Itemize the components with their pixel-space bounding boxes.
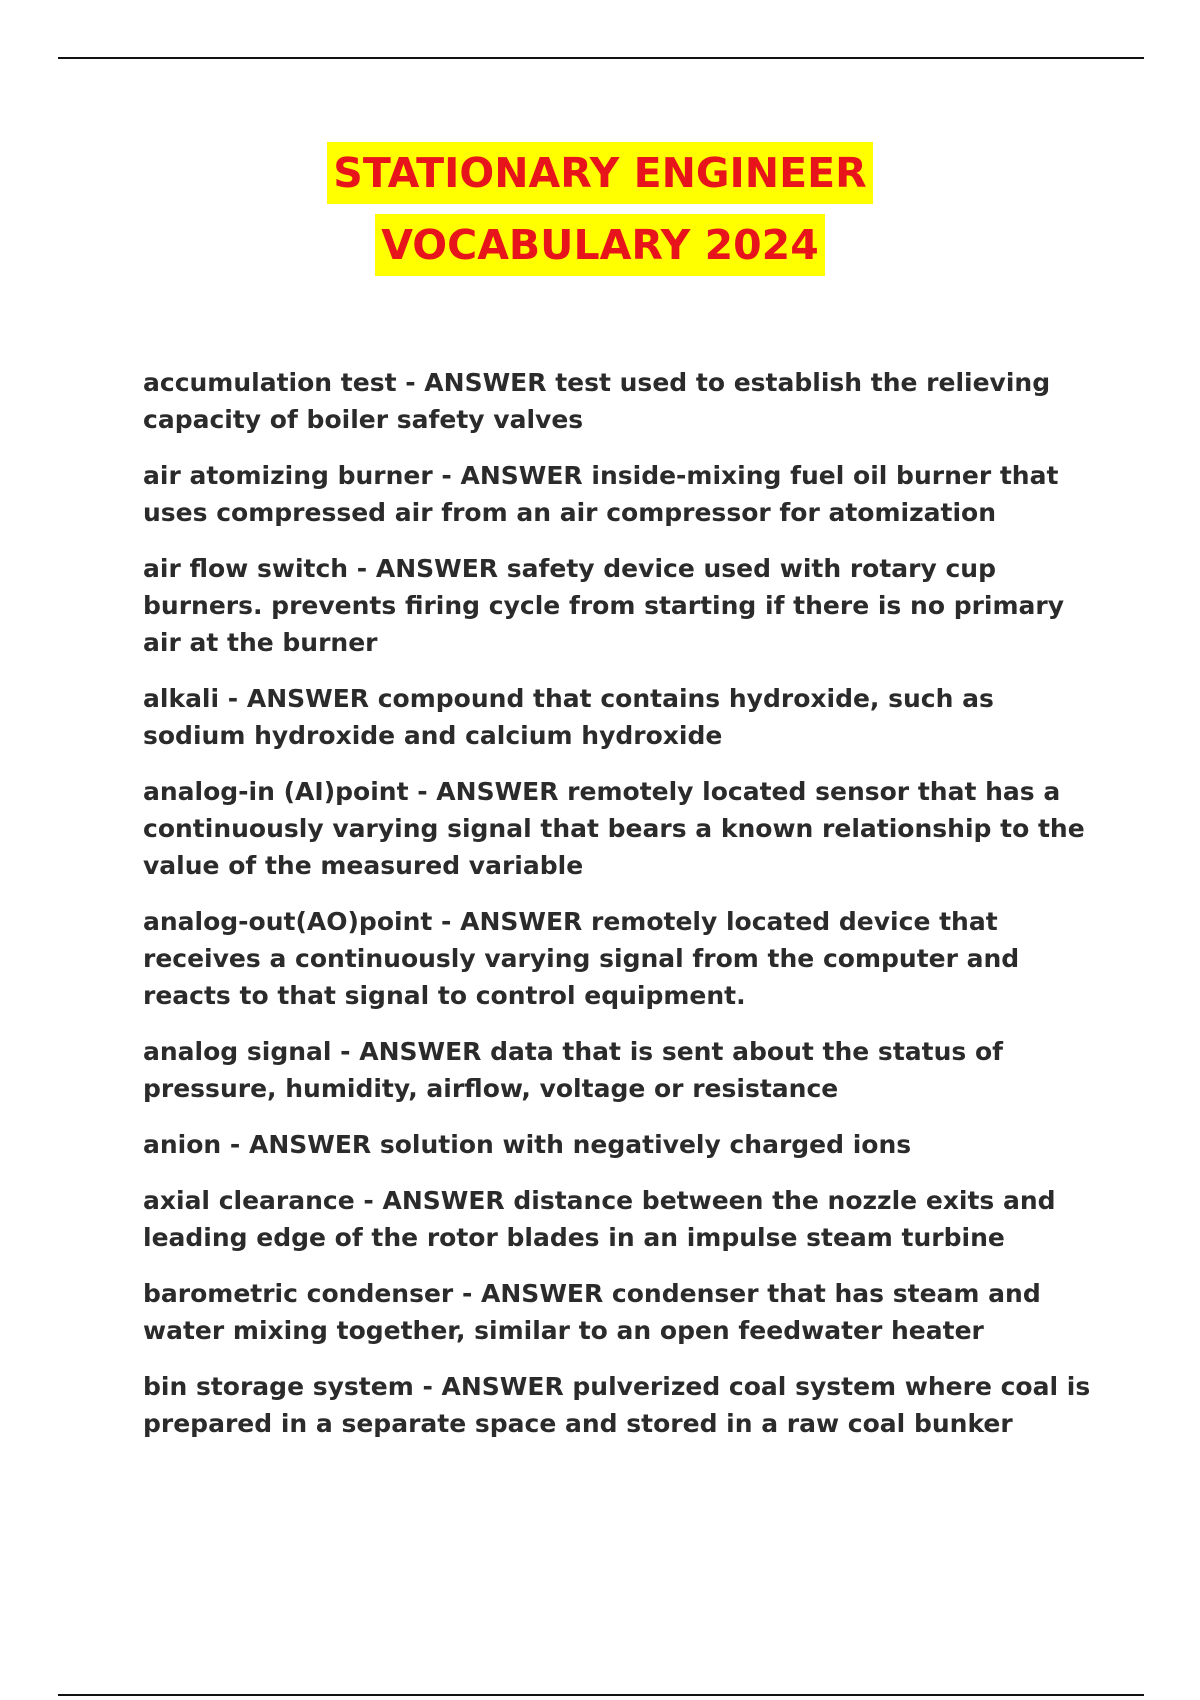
top-divider	[58, 57, 1144, 59]
vocab-entry: air atomizing burner - ANSWER inside-mixing fuel oil burner that uses compressed air from an air compressor for atomization	[143, 461, 1059, 527]
bottom-divider	[58, 1694, 1144, 1696]
vocab-entry: analog signal - ANSWER data that is sent about the status of pressure, humidity, airflow, voltage or resistance	[143, 1037, 1004, 1103]
vocab-entry: accumulation test - ANSWER test used to establish the relieving capacity of boiler safety valves	[143, 368, 1051, 434]
vocab-entry: air flow switch - ANSWER safety device used with rotary cup burners. prevents firing cycle from starting if there is no primary air at the burner	[143, 554, 1065, 657]
vocab-entry: analog-in (AI)point - ANSWER remotely located sensor that has a continuously varying signal that bears a known relationship to the value of the measured variable	[143, 777, 1085, 880]
title-line-1: STATIONARY ENGINEER	[327, 142, 872, 204]
title-line-2: VOCABULARY 2024	[375, 214, 825, 276]
vocab-entry: bin storage system - ANSWER pulverized coal system where coal is prepared in a separate space and stored in a raw coal bunker	[143, 1372, 1091, 1438]
vocab-entry: axial clearance - ANSWER distance between the nozzle exits and leading edge of the rotor blades in an impulse steam turbine	[143, 1186, 1056, 1252]
vocab-entry: anion - ANSWER solution with negatively charged ions	[143, 1130, 912, 1159]
document-title	[0, 142, 1200, 286]
vocab-entry: analog-out(AO)point - ANSWER remotely located device that receives a continuously varying signal from the computer and reacts to that signal to control equipment.	[143, 907, 1020, 1010]
vocab-entry: barometric condenser - ANSWER condenser that has steam and water mixing together, similar to an open feedwater heater	[143, 1279, 1041, 1345]
vocabulary-list	[143, 364, 1103, 1461]
vocab-entry: alkali - ANSWER compound that contains hydroxide, such as sodium hydroxide and calcium hydroxide	[143, 684, 994, 750]
